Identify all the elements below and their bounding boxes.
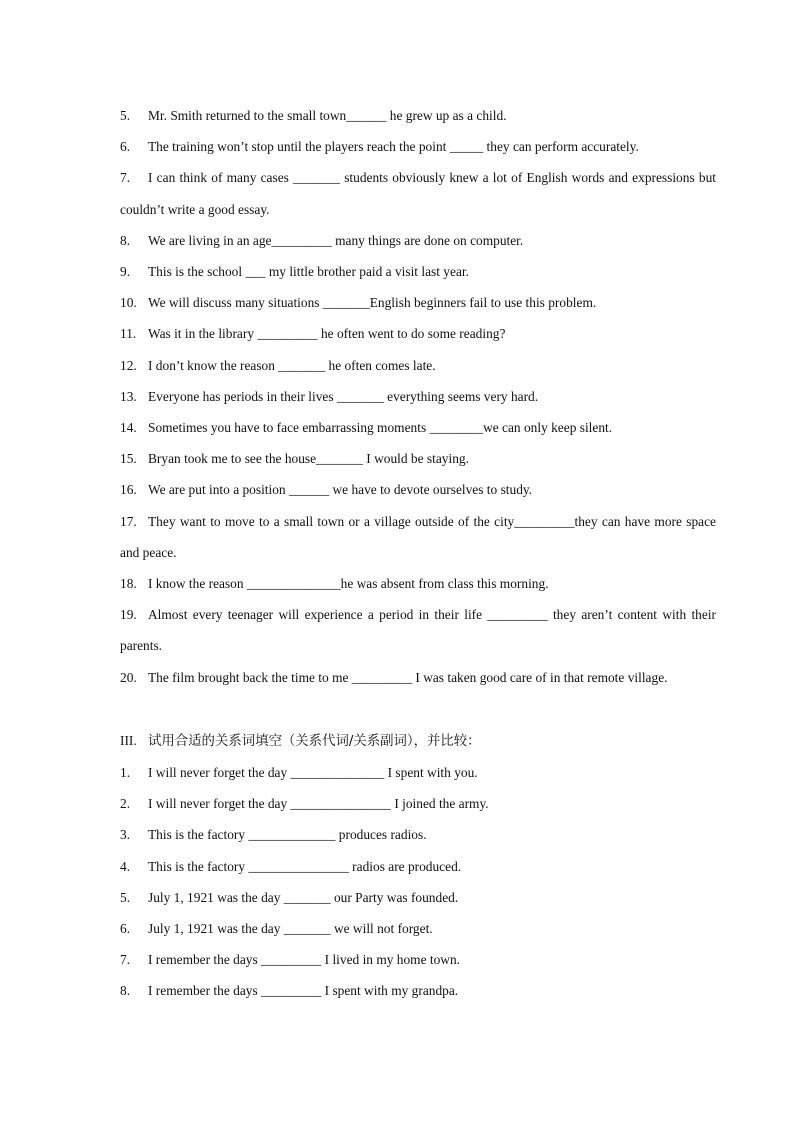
item-text: July 1, 1921 was the day _______ our Party was founded. [148,889,459,905]
item-number: 15. [120,451,137,467]
exercise-item [120,162,716,224]
exercise-item [120,474,716,505]
item-text: Sometimes you have to face embarrassing moments ________we can only keep silent. [148,420,613,436]
item-number: 13. [120,388,137,404]
item-text: The training won’t stop until the players reach the point _____ they can perform accurately. [148,139,639,155]
item-text: We will discuss many situations _______English beginners fail to use this problem. [148,295,597,311]
item-text: I know the reason ______________he was absent from class this morning. [148,576,549,592]
item-number: 8. [120,232,131,248]
exercise-item [120,412,716,443]
item-number: 20. [120,669,137,685]
item-number: 10. [120,295,137,311]
item-number: 3. [120,827,131,843]
exercise-item [120,944,716,975]
exercise-item [120,350,716,381]
item-text: I will never forget the day ______________ I spent with you. [148,765,478,781]
exercise-item [120,757,716,788]
item-text: Almost every teenager will experience a period in their life _________ they aren’t content with their parents. [120,607,716,654]
item-text: This is the factory _____________ produces radios. [148,827,427,843]
item-number: 5. [120,108,131,123]
item-text: Mr. Smith returned to the small town______ he grew up as a child. [148,108,507,123]
item-text: I remember the days _________ I lived in my home town. [148,952,461,968]
item-text: The film brought back the time to me _________ I was taken good care of in that remote village. [148,669,668,685]
item-number: 7. [120,170,131,186]
item-text: I remember the days _________ I spent with my grandpa. [148,983,459,999]
item-text: I will never forget the day _______________ I joined the army. [148,796,489,812]
section-spacer [120,693,716,725]
item-number: 17. [120,513,137,529]
item-number: 1. [120,765,131,781]
item-text: We are living in an age_________ many things are done on computer. [148,232,524,248]
exercise-item [120,819,716,850]
item-text: July 1, 1921 was the day _______ we will not forget. [148,921,433,937]
section-title: 试用合适的关系词填空（关系代词/关系副词），并比较： [148,733,481,749]
item-text: I don’t know the reason _______ he often comes late. [148,357,436,373]
item-number: 11. [120,326,137,342]
exercise-item [120,506,716,568]
item-number: 12. [120,357,137,373]
section3-list [120,757,716,1007]
item-text: They want to move to a small town or a village outside of the city_________they can have more space and peace. [120,513,716,560]
item-number: 9. [120,264,131,280]
exercise-item [120,975,716,1006]
exercise-item [120,568,716,599]
item-number: 18. [120,576,137,592]
item-number: 2. [120,796,131,812]
item-number: 7. [120,952,131,968]
exercise-item [120,788,716,819]
exercise-item [120,100,716,131]
item-number: 19. [120,607,137,623]
exercise-item [120,662,716,693]
section3-heading [120,725,716,757]
exercise-item [120,913,716,944]
item-number: 8. [120,983,131,999]
item-text: This is the factory _______________ radios are produced. [148,858,462,874]
exercise-item [120,256,716,287]
item-text: Everyone has periods in their lives _______ everything seems very hard. [148,388,539,404]
exercise-item [120,443,716,474]
exercise-item [120,851,716,882]
exercise-item [120,225,716,256]
exercise-item [120,599,716,661]
exercise-item [120,882,716,913]
item-text: We are put into a position ______ we have to devote ourselves to study. [148,482,533,498]
section-number: III. [120,732,137,748]
item-text: This is the school ___ my little brother paid a visit last year. [148,264,469,280]
item-text: I can think of many cases _______ students obviously knew a lot of English words and expressions but couldn’t write a good essay. [120,170,716,217]
item-number: 4. [120,858,131,874]
item-number: 5. [120,889,131,905]
item-text: Was it in the library _________ he often went to do some reading? [148,326,506,342]
section2-list [120,100,716,693]
item-number: 6. [120,921,131,937]
exercise-item [120,318,716,349]
item-number: 6. [120,139,131,155]
item-number: 14. [120,420,137,436]
exercise-item [120,287,716,318]
item-text: Bryan took me to see the house_______ I would be staying. [148,451,469,467]
exercise-item [120,131,716,162]
item-number: 16. [120,482,137,498]
exercise-item [120,381,716,412]
worksheet-content [120,100,716,1007]
